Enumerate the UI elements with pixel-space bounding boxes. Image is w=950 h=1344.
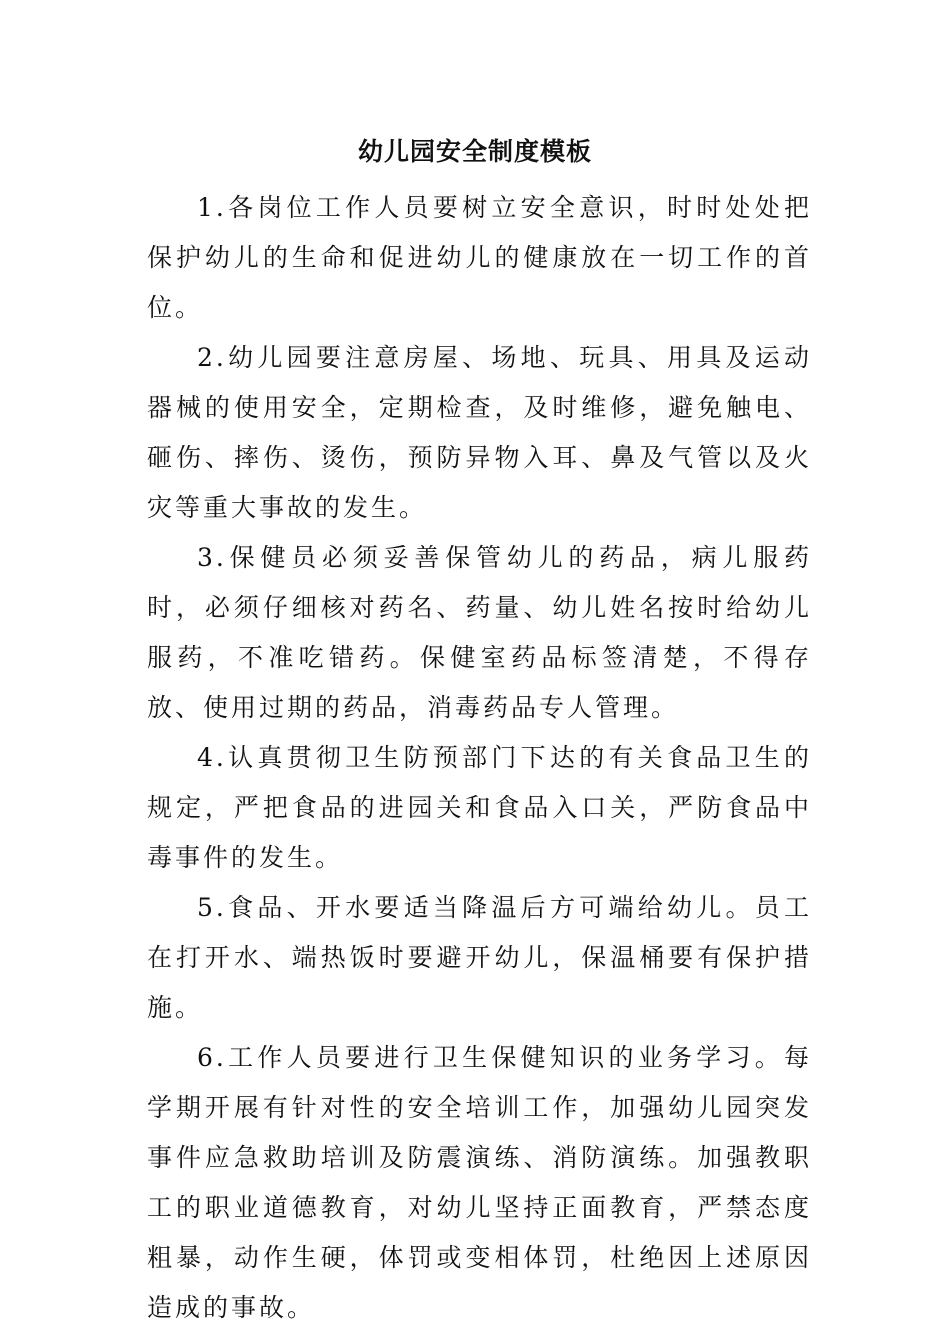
paragraph-5: 5.食品、开水要适当降温后方可端给幼儿。员工在打开水、端热饭时要避开幼儿，保温桶要有保护措施。 — [147, 893, 812, 1022]
paragraph-2: 2.幼儿园要注意房屋、场地、玩具、用具及运动器械的使用安全，定期检查，及时维修，避免触电、砸伤、摔伤、烫伤，预防异物入耳、鼻及气管以及火灾等重大事故的发生。 — [147, 343, 812, 522]
paragraph-3: 3.保健员必须妥善保管幼儿的药品，病儿服药时，必须仔细核对药名、药量、幼儿姓名按时给幼儿服药，不准吃错药。保健室药品标签清楚，不得存放、使用过期的药品，消毒药品专人管理。 — [147, 543, 812, 722]
document-title: 幼儿园安全制度模板 — [357, 137, 592, 166]
document-body — [147, 183, 812, 1333]
paragraph-6: 6.工作人员要进行卫生保健知识的业务学习。每学期开展有针对性的安全培训工作，加强幼儿园突发事件应急救助培训及防震演练、消防演练。加强教职工的职业道德教育，对幼儿坚持正面教育，严禁态度粗暴，动作生硬，体罚或变相体罚，杜绝因上述原因造成的事故。 — [147, 1043, 812, 1322]
paragraph-1: 1.各岗位工作人员要树立安全意识，时时处处把保护幼儿的生命和促进幼儿的健康放在一切工作的首位。 — [147, 193, 812, 322]
paragraph-4: 4.认真贯彻卫生防预部门下达的有关食品卫生的规定，严把食品的进园关和食品入口关，严防食品中毒事件的发生。 — [147, 743, 812, 872]
